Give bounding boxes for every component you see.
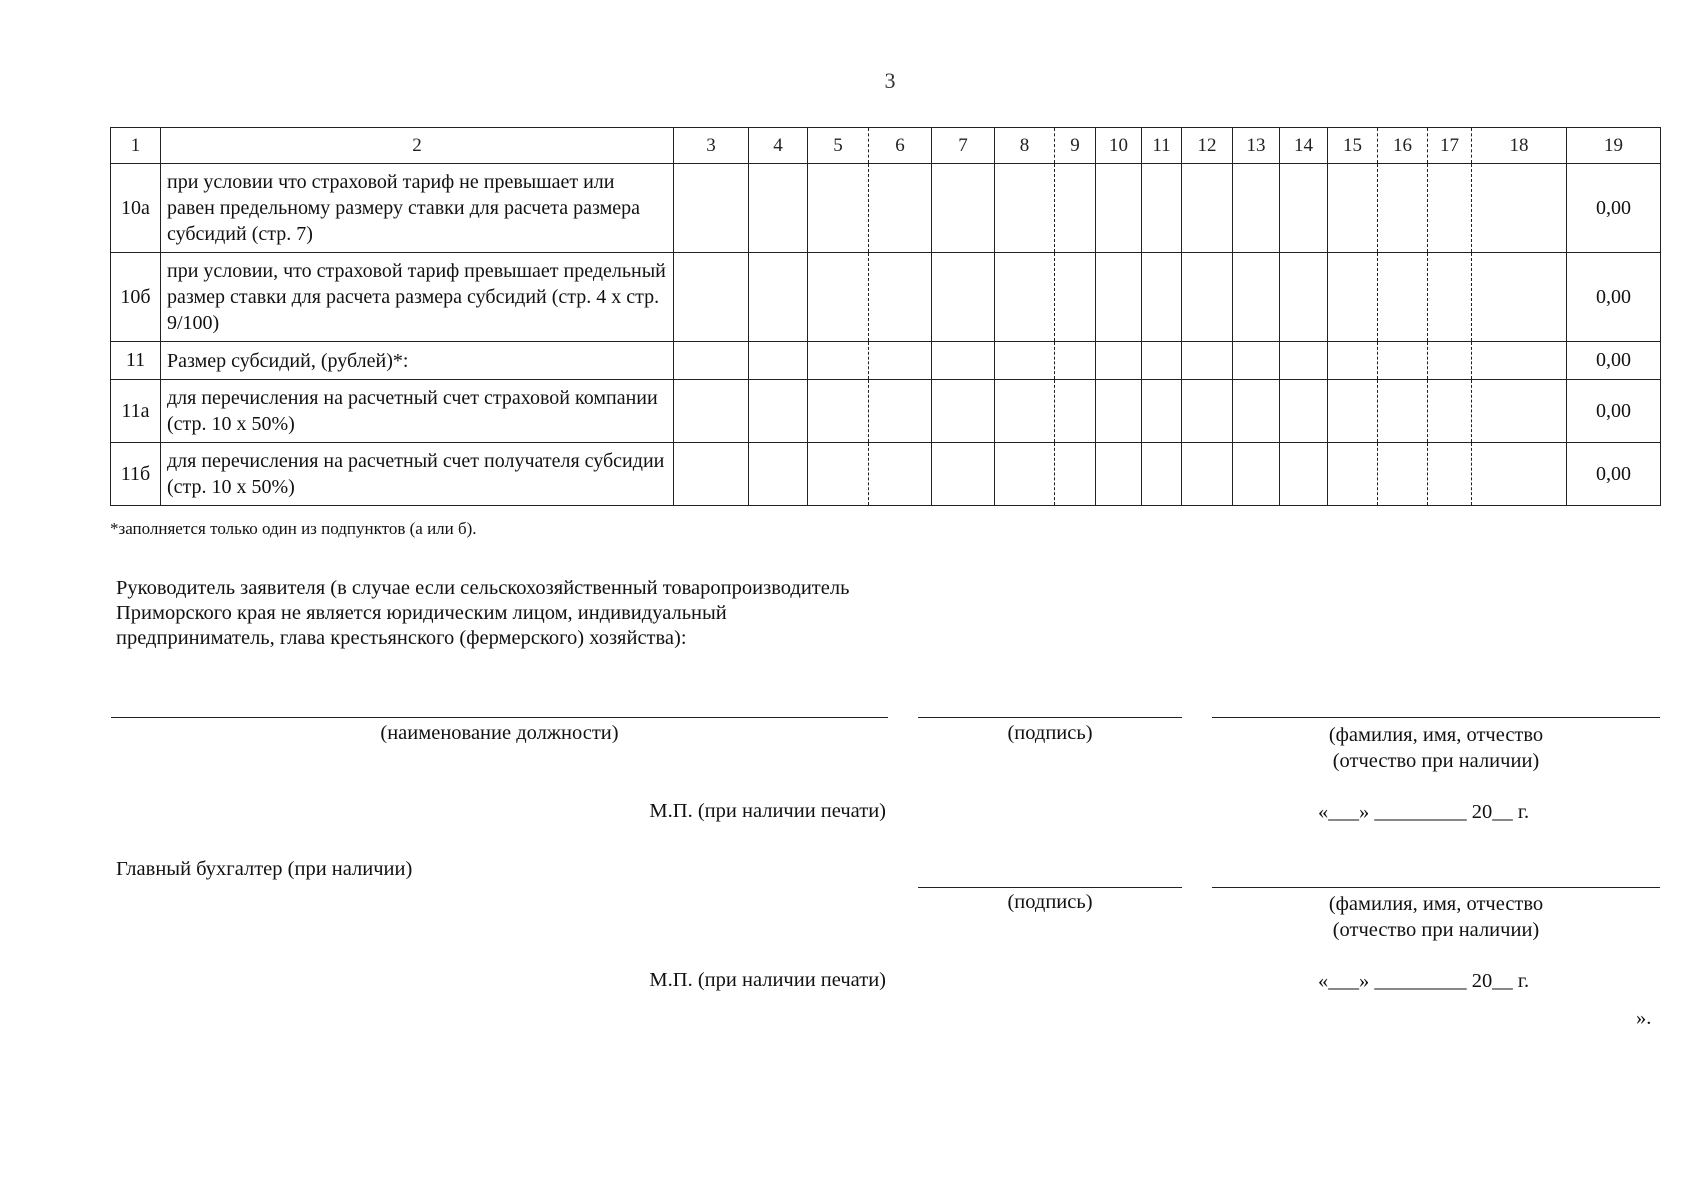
- column-header: 11: [1142, 128, 1182, 164]
- empty-cell: [1428, 342, 1472, 380]
- column-header: 10: [1096, 128, 1142, 164]
- empty-cell: [808, 164, 869, 253]
- empty-cell: [1328, 380, 1378, 443]
- empty-cell: [1142, 380, 1182, 443]
- empty-cell: [1378, 443, 1428, 506]
- empty-cell: [1142, 253, 1182, 342]
- empty-cell: [1328, 253, 1378, 342]
- row-description: Размер субсидий, (рублей)*:: [161, 342, 674, 380]
- column-header: 12: [1182, 128, 1233, 164]
- table-row: [111, 443, 1661, 506]
- empty-cell: [1378, 342, 1428, 380]
- column-header: 16: [1378, 128, 1428, 164]
- empty-cell: [1182, 443, 1233, 506]
- empty-cell: [995, 380, 1055, 443]
- empty-cell: [1280, 380, 1328, 443]
- row-number: 10а: [111, 164, 161, 253]
- empty-cell: [932, 164, 995, 253]
- row-description: при условии что страховой тариф не превышает или равен предельному размеру ставки для расчета размера субсидий (стр. 7): [161, 164, 674, 253]
- table-row: [111, 380, 1661, 443]
- empty-cell: [1096, 253, 1142, 342]
- empty-cell: [1055, 342, 1096, 380]
- empty-cell: [1096, 443, 1142, 506]
- row-total-value: 0,00: [1567, 443, 1661, 506]
- column-header: 13: [1233, 128, 1280, 164]
- row-total-value: 0,00: [1567, 342, 1661, 380]
- empty-cell: [749, 443, 808, 506]
- empty-cell: [808, 443, 869, 506]
- empty-cell: [995, 443, 1055, 506]
- empty-cell: [674, 443, 749, 506]
- empty-cell: [1280, 342, 1328, 380]
- empty-cell: [1096, 164, 1142, 253]
- empty-cell: [1233, 380, 1280, 443]
- page-number: 3: [884, 68, 896, 93]
- empty-cell: [1055, 380, 1096, 443]
- column-header: 4: [749, 128, 808, 164]
- table-row: [111, 342, 1661, 380]
- column-header: 2: [161, 128, 674, 164]
- empty-cell: [1182, 380, 1233, 443]
- empty-cell: [1428, 380, 1472, 443]
- empty-cell: [1428, 253, 1472, 342]
- empty-cell: [808, 342, 869, 380]
- empty-cell: [932, 380, 995, 443]
- empty-cell: [1472, 164, 1567, 253]
- empty-cell: [1182, 342, 1233, 380]
- footnote: *заполняется только один из подпунктов (а или б).: [110, 519, 477, 538]
- column-header: 3: [674, 128, 749, 164]
- empty-cell: [932, 253, 995, 342]
- empty-cell: [1378, 164, 1428, 253]
- empty-cell: [1096, 380, 1142, 443]
- row-total-value: 0,00: [1567, 253, 1661, 342]
- accountant-signature-caption: (подпись): [1007, 891, 1093, 913]
- accountant-date-field: «___» _________ 20__ г.: [1318, 970, 1530, 992]
- empty-cell: [749, 380, 808, 443]
- row-total-value: 0,00: [1567, 164, 1661, 253]
- accountant-name-caption-line1: (фамилия, имя, отчество: [1328, 893, 1544, 915]
- empty-cell: [1472, 253, 1567, 342]
- empty-cell: [1096, 342, 1142, 380]
- empty-cell: [1142, 443, 1182, 506]
- empty-cell: [995, 342, 1055, 380]
- empty-cell: [808, 253, 869, 342]
- empty-cell: [869, 164, 932, 253]
- empty-cell: [1328, 164, 1378, 253]
- table-row: [111, 164, 1661, 253]
- empty-cell: [869, 253, 932, 342]
- empty-cell: [995, 253, 1055, 342]
- accountant-name-line: [1212, 887, 1660, 888]
- empty-cell: [1472, 443, 1567, 506]
- empty-cell: [1233, 253, 1280, 342]
- empty-cell: [674, 342, 749, 380]
- column-header: 5: [808, 128, 869, 164]
- column-header: 18: [1472, 128, 1567, 164]
- empty-cell: [869, 342, 932, 380]
- signature-line: [918, 717, 1182, 718]
- empty-cell: [869, 443, 932, 506]
- empty-cell: [1428, 164, 1472, 253]
- name-line: [1212, 717, 1660, 718]
- row-description: для перечисления на расчетный счет получателя субсидии (стр. 10 х 50%): [161, 443, 674, 506]
- empty-cell: [1280, 253, 1328, 342]
- empty-cell: [1328, 443, 1378, 506]
- row-number: 10б: [111, 253, 161, 342]
- signature-caption: (подпись): [1007, 722, 1093, 744]
- table-row: [111, 253, 1661, 342]
- empty-cell: [1233, 164, 1280, 253]
- empty-cell: [1055, 164, 1096, 253]
- column-header: 14: [1280, 128, 1328, 164]
- empty-cell: [1378, 253, 1428, 342]
- column-header: 17: [1428, 128, 1472, 164]
- empty-cell: [749, 253, 808, 342]
- empty-cell: [808, 380, 869, 443]
- subsidy-table: [110, 127, 1661, 506]
- row-number: 11б: [111, 443, 161, 506]
- column-header: 9: [1055, 128, 1096, 164]
- row-total-value: 0,00: [1567, 380, 1661, 443]
- empty-cell: [1233, 443, 1280, 506]
- empty-cell: [1182, 164, 1233, 253]
- stamp-label: М.П. (при наличии печати): [649, 800, 886, 822]
- empty-cell: [1055, 443, 1096, 506]
- empty-cell: [674, 380, 749, 443]
- empty-cell: [749, 342, 808, 380]
- column-header: 7: [932, 128, 995, 164]
- row-number: 11а: [111, 380, 161, 443]
- empty-cell: [932, 342, 995, 380]
- empty-cell: [1328, 342, 1378, 380]
- empty-cell: [1280, 164, 1328, 253]
- row-description: для перечисления на расчетный счет страховой компании (стр. 10 х 50%): [161, 380, 674, 443]
- empty-cell: [1182, 253, 1233, 342]
- name-caption-line1: (фамилия, имя, отчество: [1328, 724, 1544, 746]
- row-description: при условии, что страховой тариф превышает предельный размер ставки для расчета размера субсидий (стр. 4 х стр. 9/100): [161, 253, 674, 342]
- accountant-signature-line: [918, 887, 1182, 888]
- name-caption-line2: (отчество при наличии): [1332, 750, 1540, 772]
- accountant-name-caption-line2: (отчество при наличии): [1332, 919, 1540, 941]
- column-header: 19: [1567, 128, 1661, 164]
- empty-cell: [1055, 253, 1096, 342]
- date-field: «___» _________ 20__ г.: [1318, 801, 1530, 823]
- empty-cell: [1472, 380, 1567, 443]
- empty-cell: [1378, 380, 1428, 443]
- column-header: 6: [869, 128, 932, 164]
- position-caption: (наименование должности): [380, 722, 619, 744]
- column-header: 8: [995, 128, 1055, 164]
- empty-cell: [749, 164, 808, 253]
- empty-cell: [869, 380, 932, 443]
- empty-cell: [1142, 342, 1182, 380]
- closing-quote: ».: [1636, 1007, 1652, 1029]
- row-number: 11: [111, 342, 161, 380]
- empty-cell: [1142, 164, 1182, 253]
- accountant-title: Главный бухгалтер (при наличии): [116, 858, 413, 880]
- empty-cell: [932, 443, 995, 506]
- position-line: [111, 717, 888, 718]
- column-header: 1: [111, 128, 161, 164]
- header-row: [111, 128, 1661, 164]
- empty-cell: [1233, 342, 1280, 380]
- accountant-stamp-label: М.П. (при наличии печати): [649, 969, 886, 991]
- empty-cell: [674, 164, 749, 253]
- empty-cell: [674, 253, 749, 342]
- empty-cell: [995, 164, 1055, 253]
- head-paragraph: Руководитель заявителя (в случае если сельскохозяйственный товаропроизводитель Приморского края не является юридическим лицом, индивидуальный предприниматель, глава крестьянского (фермерского) хозяйства):: [116, 577, 850, 649]
- empty-cell: [1472, 342, 1567, 380]
- column-header: 15: [1328, 128, 1378, 164]
- empty-cell: [1280, 443, 1328, 506]
- empty-cell: [1428, 443, 1472, 506]
